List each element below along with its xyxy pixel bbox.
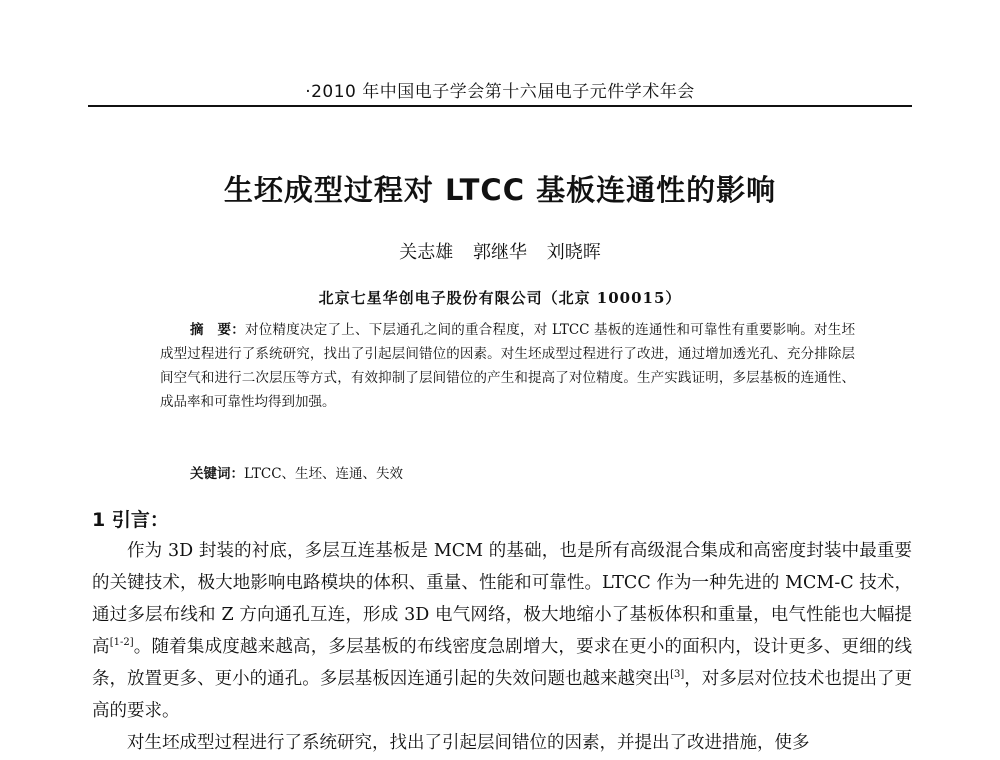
paragraph: 对生坯成型过程进行了系统研究，找出了引起层间错位的因素，并提出了改进措施，使多 [127, 733, 810, 753]
citation: [1-2] [109, 637, 134, 649]
keywords-text: LTCC、生坯、连通、失效 [244, 466, 404, 482]
paper-title: 生坯成型过程对 LTCC 基板连通性的影响 [223, 173, 777, 207]
header-rule [88, 105, 912, 107]
paragraph [92, 535, 912, 727]
paragraph-text: 。随着集成度越来越高，多层基板的布线密度急剧增大，要求在更小的面积内，设计更多、更细的线条，放置更多、更小的通孔。多层基板因连通引起的失效问题也越来越突出 [92, 637, 913, 689]
introduction-body [92, 535, 912, 759]
keywords-label: 关键词： [190, 466, 244, 482]
affiliation: 北京七星华创电子股份有限公司（北京 100015） [318, 289, 682, 307]
keywords [190, 462, 403, 482]
abstract-text: 对位精度决定了上、下层通孔之间的重合程度，对 LTCC 基板的连通性和可靠性有重要影响。对生坯成型过程进行了系统研究，找出了引起层间错位的因素。对生坯成型过程进行了改进，通过增加透光孔、充分排除层间空气和进行二次层压等方式，有效抑制了层间错位的产生和提高了对位精度。生产实践证明，多层基板的连通性、成品率和可靠性均得到加强。 [160, 322, 856, 410]
section-heading-introduction: 1 引言： [92, 509, 169, 531]
paragraph-text: 作为 3D 封装的衬底，多层互连基板是 MCM 的基础，也是所有高级混合集成和高密度封装中最重要的关键技术，极大地影响电路模块的体积、重量、性能和可靠性。LTCC 作为一种先进的 MCM-C 技术，通过多层布线和 Z 方向通孔互连，形成 3D 电气网络，极大地缩小了基板体积和重量，电气性能也大幅提高 [92, 541, 912, 657]
paragraph-text: ，对多层对位技术也提出了更高的要求。 [92, 669, 912, 721]
running-header: ·2010 年中国电子学会第十六届电子元件学术年会 [305, 82, 695, 102]
authors: 关志雄 郭继华 刘晓晖 [399, 242, 601, 263]
abstract [160, 318, 855, 414]
citation: [3] [670, 669, 685, 681]
abstract-label: 摘 要： [190, 322, 245, 338]
